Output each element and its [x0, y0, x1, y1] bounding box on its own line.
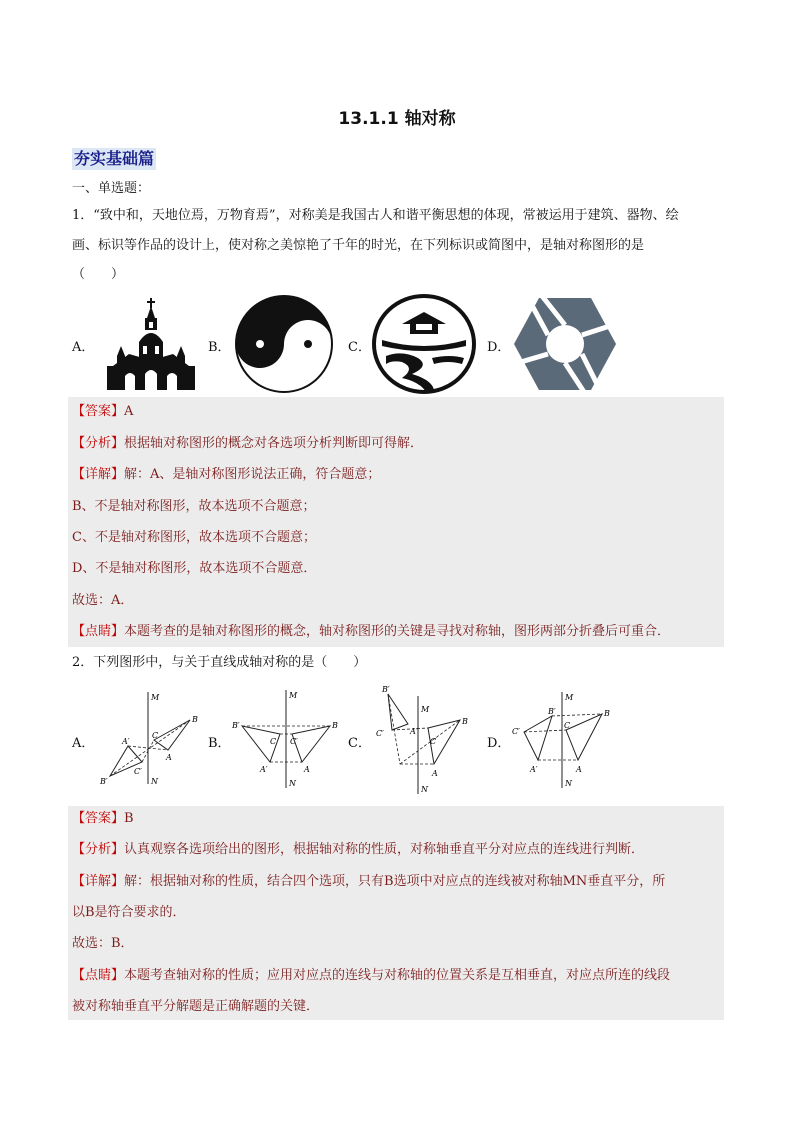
comment-tag: 【点睛】	[72, 968, 125, 983]
q2-option-a-figure	[94, 688, 204, 794]
label-M: M	[289, 691, 298, 700]
label-A1: A′	[122, 737, 130, 746]
q2-option-d-figure	[510, 688, 620, 794]
q1-choice: 故选：A．	[72, 593, 134, 608]
label-C: C	[270, 737, 277, 746]
detail-text: 解：A、是轴对称图形说法正确，符合题意；	[124, 467, 381, 482]
q1-detail-c: C、不是轴对称图形，故本选项不合题意；	[72, 530, 316, 545]
q1-answer-row	[72, 403, 133, 421]
label-N: N	[151, 777, 158, 786]
part-heading: 一、单选题：	[72, 181, 151, 196]
section-banner: 夯实基础篇	[74, 149, 155, 168]
q2-choice: 故选：B．	[72, 936, 134, 951]
label-C1: C′	[512, 727, 520, 736]
detail-tag: 【详解】	[72, 467, 125, 482]
analysis-text: 认真观察各选项给出的图形，根据轴对称的性质，对称轴垂直平分对应点的连线进行判断．	[124, 842, 645, 857]
label-A1: A′	[260, 765, 268, 774]
q1-detail-d: D、不是轴对称图形，故本选项不合题意．	[72, 561, 317, 576]
label-B: B	[462, 717, 468, 726]
q1-stem-line2: 画、标识等作品的设计上，使对称之美惊艳了千年的时光，在下列标识或简图中，是轴对称图形的是	[72, 238, 645, 253]
q2-option-b-label: B．	[208, 736, 231, 751]
comment-tag: 【点睛】	[72, 624, 125, 639]
q1-option-b-yinyang-figure	[234, 294, 334, 394]
label-C1: C′	[134, 767, 142, 776]
q2-detail-row	[72, 873, 665, 891]
q1-stem-line1: 1．“致中和，天地位焉，万物育焉”，对称美是我国古人和谐平衡思想的体现，常被运用于建筑、器物、绘	[72, 208, 679, 223]
comment-text: 本题考查的是轴对称图形的概念，轴对称图形的关键是寻找对称轴，图形两部分折叠后可重合．	[124, 624, 671, 639]
label-A1: A′	[530, 765, 538, 774]
detail-text: 解：根据轴对称的性质，结合四个选项，只有B选项中对应点的连线被对称轴MN垂直平分，所	[124, 874, 666, 889]
page-title: 13.1.1 轴对称	[338, 109, 456, 129]
q2-detail-line2: 以B是符合要求的．	[72, 905, 186, 920]
label-N: N	[421, 785, 428, 794]
answer-tag: 【答案】	[72, 811, 125, 826]
label-C1: C′	[290, 737, 298, 746]
label-N: N	[565, 779, 572, 788]
label-C: C	[430, 737, 437, 746]
comment-text: 本题考查轴对称的性质；应用对应点的连线与对称轴的位置关系是互相垂直，对应点所连的线段	[124, 968, 671, 983]
answer-value: A	[124, 404, 134, 419]
q1-option-b-label: B．	[208, 340, 231, 355]
label-M: M	[565, 693, 574, 702]
label-B: B	[604, 709, 610, 718]
label-B: B	[332, 721, 338, 730]
q2-option-d-label: D．	[487, 736, 511, 751]
q1-option-d-label: D．	[487, 340, 511, 355]
q2-option-c-figure	[370, 684, 480, 796]
label-B: B	[192, 715, 198, 724]
label-M: M	[421, 705, 430, 714]
q2-answer-row	[72, 810, 134, 828]
label-A: A	[304, 765, 310, 774]
detail-tag: 【详解】	[72, 874, 125, 889]
q2-option-c-label: C．	[348, 736, 371, 751]
analysis-tag: 【分析】	[72, 842, 125, 857]
label-C: C	[564, 721, 571, 730]
q1-detail-row	[72, 466, 380, 484]
q2-comment-line2: 被对称轴垂直平分解题是正确解题的关键．	[72, 999, 320, 1014]
q1-detail-b: B、不是轴对称图形，故本选项不合题意；	[72, 499, 316, 514]
label-A1: A′	[410, 727, 418, 736]
q2-option-a-label: A．	[72, 736, 95, 751]
label-C1: C′	[376, 729, 384, 738]
q1-option-d-hexagon-figure	[512, 294, 618, 394]
q2-analysis-row	[72, 841, 644, 859]
q2-option-b-figure	[230, 688, 340, 794]
label-M: M	[151, 693, 160, 702]
q2-comment-row	[72, 967, 670, 985]
answer-tag: 【答案】	[72, 404, 125, 419]
q2-stem: 2．下列图形中，与关于直线成轴对称的是（ ）	[72, 655, 367, 670]
label-B1: B′	[382, 685, 390, 694]
q1-comment-row	[72, 623, 670, 641]
analysis-text: 根据轴对称图形的概念对各选项分析判断即可得解．	[124, 436, 424, 451]
label-N: N	[289, 779, 296, 788]
label-B1: B′	[548, 707, 556, 716]
q1-option-c-emblem-figure	[372, 294, 476, 394]
label-C: C	[152, 731, 159, 740]
q1-option-c-label: C．	[348, 340, 371, 355]
label-A: A	[576, 765, 582, 774]
q1-stem-line3: （ ）	[72, 267, 125, 282]
label-A: A	[432, 769, 438, 778]
q1-option-a-label: A．	[72, 340, 95, 355]
answer-value: B	[124, 811, 134, 826]
q1-option-a-church-figure	[103, 296, 199, 392]
label-B1: B′	[232, 721, 240, 730]
label-B1: B′	[100, 777, 108, 786]
label-A: A	[166, 753, 172, 762]
q1-analysis-row	[72, 435, 423, 453]
analysis-tag: 【分析】	[72, 436, 125, 451]
